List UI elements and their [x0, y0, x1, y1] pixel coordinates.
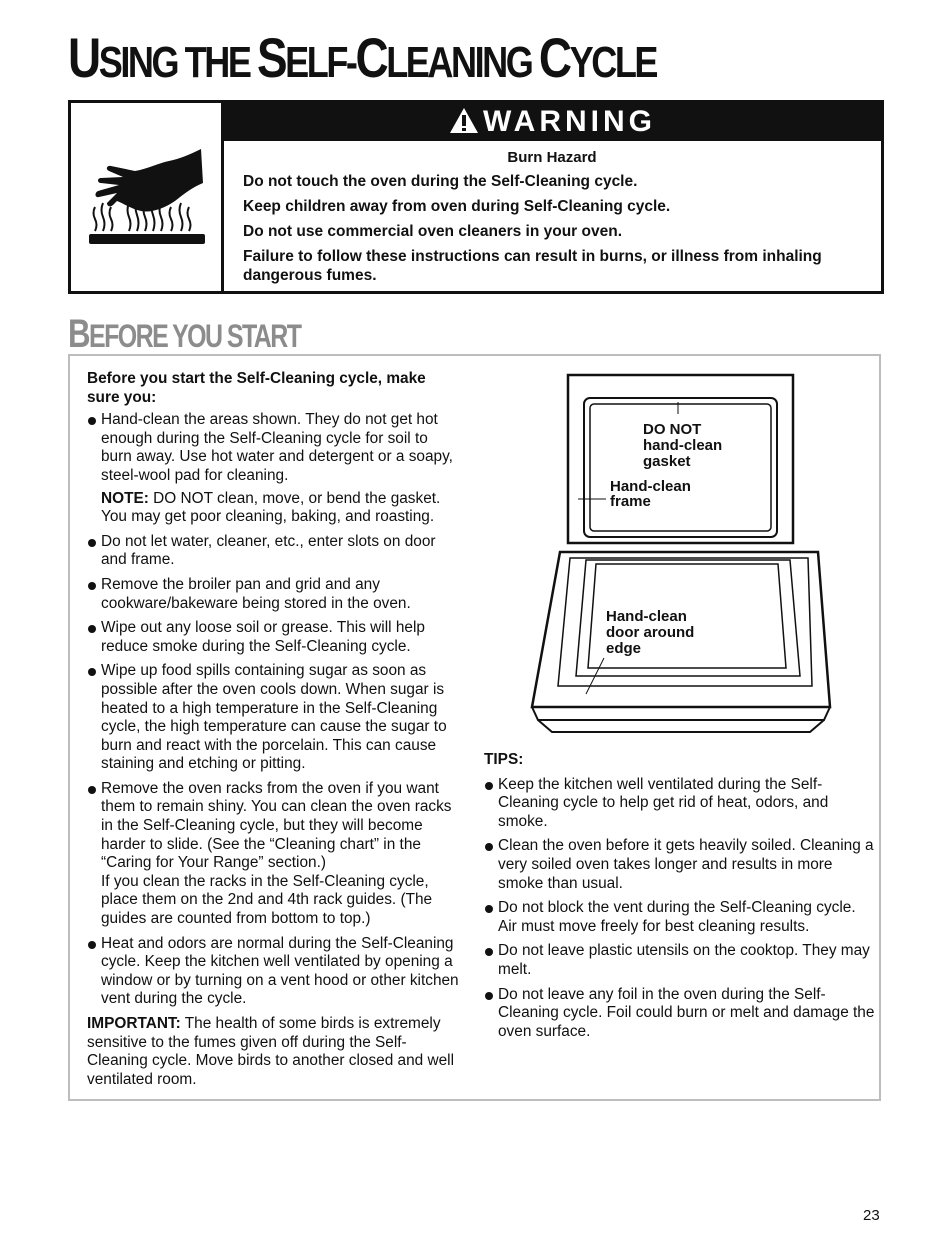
page-title [68, 28, 656, 93]
list-item: Remove the broiler pan and grid and any cookware/bakeware being stored in the oven. [87, 576, 462, 613]
note-label: NOTE: [101, 489, 149, 507]
title-part: SING THE [98, 38, 257, 87]
page-number: 23 [863, 1207, 880, 1224]
warning-subtitle: Burn Hazard [507, 149, 597, 166]
tips-title: TIPS: [484, 751, 524, 768]
warning-line: Keep children away from oven during Self-Cleaning cycle. [243, 198, 671, 215]
title-part: ELF- [285, 38, 356, 87]
list-item: Do not let water, cleaner, etc., enter slots on door and frame. [87, 533, 462, 570]
tip-item: Clean the oven before it gets heavily soiled. Cleaning a very soiled oven takes longer and results in more smoke than usual. [484, 837, 876, 893]
warning-line: Do not touch the oven during the Self-Cleaning cycle. [243, 173, 638, 190]
list-item [87, 780, 462, 929]
section-title [68, 312, 300, 358]
frame-label-line: Hand-clean [610, 478, 691, 495]
tips-column [484, 751, 876, 1047]
tip-item: Keep the kitchen well ventilated during the Self-Cleaning cycle to help get rid of heat, odors, and smoke. [484, 776, 876, 832]
list-item [87, 411, 462, 527]
list-item: Wipe out any loose soil or grease. This will help reduce smoke during the Self-Cleaning cycle. [87, 619, 462, 656]
title-part: YCLE [569, 38, 657, 87]
note-paragraph [101, 490, 462, 527]
important-label: IMPORTANT: [87, 1015, 181, 1032]
tip-item: Do not leave any foil in the oven during the Self-Cleaning cycle. Foil could burn or melt and damage the oven surface. [484, 986, 876, 1042]
door-label-line: door around [606, 624, 695, 641]
warning-header-text: WARNING [483, 105, 656, 138]
list-item: Heat and odors are normal during the Self-Cleaning cycle. Keep the kitchen well ventilated by opening a window or by turning on a vent hood or other kitchen vent during the cycle. [87, 935, 462, 1009]
tip-item: Do not leave plastic utensils on the cooktop. They may melt. [484, 942, 876, 979]
frame-label-line: frame [610, 493, 651, 510]
title-part: LEANING [386, 38, 539, 87]
warning-body [243, 149, 861, 291]
list-item-text: Remove the oven racks from the oven if you want them to remain shiny. You can clean the oven racks in the Self-Cleaning cycle, but they will become harder to slide. (See the “Cleaning chart” in the “Caring for Your Range” section.) [101, 779, 452, 872]
section-title-part: EFORE YOU START [88, 318, 301, 354]
list-item-text: Hand-clean the areas shown. They do not get hot enough during the Self-Cleaning cycle for soil to burn away. Use hot water and detergent or a soapy, steel-wool pad for cleaning. [101, 411, 453, 484]
important-text: The health of some birds is extremely sensitive to the fumes given off during the Self-Cleaning cycle. Move birds to another closed and well ventilated room. [87, 1015, 455, 1088]
hot-surface-hand-icon [89, 143, 207, 248]
door-label-line: edge [606, 640, 642, 657]
title-part: C [355, 26, 387, 89]
before-start-list [87, 411, 462, 1009]
section-title-part: B [68, 312, 89, 356]
gasket-label-line: DO NOT [643, 421, 702, 438]
intro-text: Before you start the Self-Cleaning cycle, make sure you: [87, 370, 426, 406]
warning-icon-cell [71, 103, 224, 291]
door-label-line: Hand-clean [606, 608, 687, 625]
warning-box [68, 100, 884, 294]
list-item-subparagraph: If you clean the racks in the Self-Cleaning cycle, place them on the 2nd and 4th rack guides. (The guides are counted from bottom to top.) [101, 872, 433, 928]
warning-line: Do not use commercial oven cleaners in your oven. [243, 223, 623, 240]
tip-item: Do not block the vent during the Self-Cleaning cycle. Air must move freely for best cleaning results. [484, 899, 876, 936]
oven-diagram [528, 372, 838, 744]
important-paragraph [87, 1015, 462, 1089]
gasket-label-line: gasket [643, 453, 691, 470]
tips-list [484, 776, 876, 1042]
note-text: DO NOT clean, move, or bend the gasket. You may get poor cleaning, baking, and roasting. [101, 489, 441, 526]
title-part: U [68, 26, 99, 89]
title-part: S [256, 26, 286, 89]
list-item: Wipe up food spills containing sugar as soon as possible after the oven cools down. When sugar is heated to a high temperature in the Self-Cleaning cycle, the high temperature can cause the sugar to burn and react with the porcelain. This can cause staining and etching or pitting. [87, 662, 462, 774]
title-part: C [538, 26, 570, 89]
warning-triangle-icon [449, 107, 479, 134]
warning-line: Failure to follow these instructions can result in burns, or illness from inhaling dangerous fumes. [243, 248, 822, 284]
warning-header [224, 103, 881, 141]
before-start-column [87, 370, 462, 1089]
gasket-label-line: hand-clean [643, 437, 723, 454]
